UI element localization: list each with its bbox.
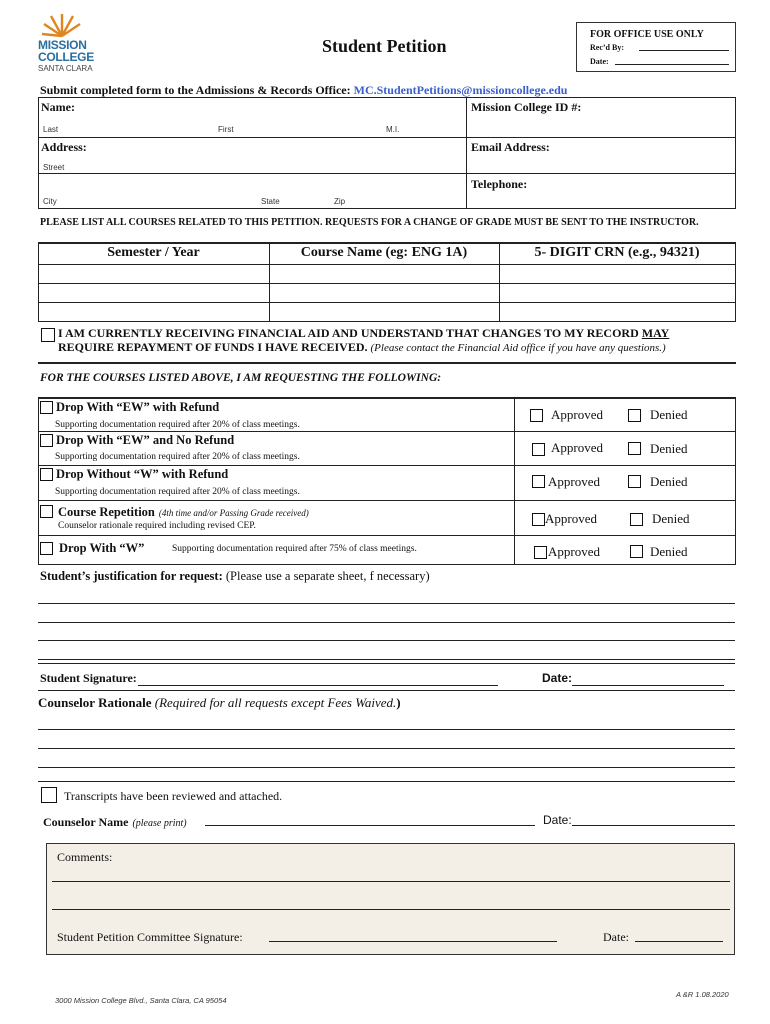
courses-instruction: PLEASE LIST ALL COURSES RELATED TO THIS PETITION. REQUESTS FOR A CHANGE OF GRADE MUST BE SENT TO THE INSTRUCTOR.: [40, 217, 699, 228]
course-repetition-checkbox[interactable]: [40, 505, 53, 518]
student-signature-input[interactable]: [138, 670, 498, 686]
col-course-header: Course Name (eg: ENG 1A): [300, 245, 468, 260]
col-crn-header: 5- DIGIT CRN (e.g., 94321): [534, 245, 700, 260]
requests-table: [38, 397, 736, 565]
street-input[interactable]: [98, 139, 458, 159]
counselor-rationale-note-end: ): [396, 695, 401, 710]
denied-label: Denied: [650, 544, 688, 559]
drop-without-w-approved-checkbox[interactable]: [532, 475, 545, 488]
committee-date-input[interactable]: [635, 926, 723, 942]
rationale-line-3[interactable]: [38, 754, 735, 768]
financial-aid-line-1: [58, 326, 669, 341]
course-row-2-name[interactable]: [271, 284, 498, 301]
drop-ew-no-refund-checkbox[interactable]: [40, 434, 53, 447]
section-divider: [38, 362, 736, 364]
transcripts-label: Transcripts have been reviewed and attached.: [64, 789, 283, 803]
committee-signature-input[interactable]: [269, 926, 557, 942]
justification-heading: [40, 569, 430, 584]
drop-without-w-denied-checkbox[interactable]: [628, 475, 641, 488]
city-caption: City: [43, 197, 57, 206]
last-caption: Last: [43, 125, 59, 134]
office-use-title: FOR OFFICE USE ONLY: [590, 29, 704, 40]
rationale-line-4[interactable]: [38, 770, 735, 782]
course-repetition-title-wrap: [58, 503, 309, 521]
logo-line-2: COLLEGE: [38, 50, 94, 64]
counselor-name-heading: [43, 813, 187, 831]
justification-divider: [38, 663, 735, 664]
counselor-name-note: (please print): [132, 818, 187, 829]
transcripts-checkbox[interactable]: [41, 787, 57, 803]
counselor-name-input[interactable]: [205, 810, 535, 826]
approved-label: Approved: [545, 511, 597, 526]
drop-without-w-checkbox[interactable]: [40, 468, 53, 481]
course-repetition-approved-checkbox[interactable]: [532, 513, 545, 526]
approved-label: Approved: [548, 474, 600, 489]
name-input[interactable]: [78, 99, 458, 121]
office-use-box: [576, 22, 736, 72]
address-label: Address:: [41, 140, 87, 154]
justification-line-4[interactable]: [38, 646, 735, 660]
approved-label: Approved: [551, 407, 603, 422]
zip-caption: Zip: [334, 197, 346, 206]
financial-aid-text: I AM CURRENTLY RECEIVING FINANCIAL AID AND UNDERSTAND THAT CHANGES TO MY RECORD: [58, 326, 639, 340]
course-row-3-crn[interactable]: [501, 303, 734, 320]
course-repetition-note: Counselor rationale required including revised CEP.: [58, 521, 256, 531]
drop-ew-refund-title: Drop With “EW” with Refund: [56, 400, 220, 414]
denied-label: Denied: [650, 407, 688, 422]
comments-line-1[interactable]: [52, 852, 730, 882]
city-state-zip-input[interactable]: [43, 177, 458, 195]
course-row-2-semester[interactable]: [40, 284, 268, 301]
logo-line-1: MISSION: [38, 38, 87, 52]
committee-date-label: Date:: [603, 930, 629, 944]
justification-line-2[interactable]: [38, 609, 735, 623]
student-date-label: Date:: [542, 671, 573, 685]
comments-line-2[interactable]: [52, 886, 730, 910]
office-recd-label: Rec’d By:: [590, 43, 624, 52]
college-logo: [38, 12, 98, 78]
drop-ew-refund-checkbox[interactable]: [40, 401, 53, 414]
counselor-name-label: Counselor Name: [43, 815, 129, 829]
drop-ew-no-refund-denied-checkbox[interactable]: [628, 442, 641, 455]
course-row-2-crn[interactable]: [501, 284, 734, 301]
financial-aid-note: (Please contact the Financial Aid office if you have any questions.): [370, 342, 666, 354]
office-date-label: Date:: [590, 57, 609, 66]
drop-ew-no-refund-note: Supporting documentation required after 20% of class meetings.: [55, 452, 300, 462]
drop-with-w-note: Supporting documentation required after 75% of class meetings.: [172, 544, 417, 554]
justification-line-3[interactable]: [38, 627, 735, 641]
college-id-label: Mission College ID #:: [471, 100, 582, 114]
email-input[interactable]: [558, 139, 728, 169]
sun-logo-icon: [42, 12, 82, 38]
rationale-line-1[interactable]: [38, 716, 735, 730]
financial-aid-may: MAY: [641, 326, 670, 340]
counselor-rationale-label: Counselor Rationale: [38, 695, 152, 710]
office-date-line[interactable]: [615, 64, 729, 65]
drop-without-w-title: Drop Without “W” with Refund: [56, 467, 229, 481]
student-date-input[interactable]: [572, 670, 724, 686]
justification-line-1[interactable]: [38, 590, 735, 604]
mi-caption: M.I.: [386, 125, 400, 134]
course-row-1-semester[interactable]: [40, 265, 268, 282]
drop-with-w-checkbox[interactable]: [40, 542, 53, 555]
counselor-rationale-heading: [38, 695, 401, 711]
telephone-input[interactable]: [538, 176, 728, 204]
drop-ew-refund-approved-checkbox[interactable]: [530, 409, 543, 422]
submit-label: Submit completed form to the Admissions & Records Office:: [40, 83, 351, 97]
footer-form-code: A &R 1.08.2020: [676, 990, 729, 999]
college-id-input[interactable]: [598, 99, 728, 129]
denied-label: Denied: [650, 474, 688, 489]
col-semester-header: Semester / Year: [107, 245, 200, 260]
email-label: Email Address:: [471, 140, 550, 154]
rationale-line-2[interactable]: [38, 735, 735, 749]
justification-label: Student’s justification for request:: [40, 569, 223, 583]
approved-label: Approved: [548, 544, 600, 559]
justification-note: (Please use a separate sheet, f necessary): [225, 569, 430, 583]
course-row-1-name[interactable]: [271, 265, 498, 282]
submit-email-link[interactable]: MC.StudentPetitions@missioncollege.edu: [353, 83, 568, 97]
financial-aid-line-2: [58, 340, 666, 355]
office-recd-line[interactable]: [639, 50, 729, 51]
course-row-3-semester[interactable]: [40, 303, 268, 320]
drop-ew-no-refund-approved-checkbox[interactable]: [532, 443, 545, 456]
course-repetition-title: Course Repetition: [58, 505, 155, 519]
student-signature-label: Student Signature:: [40, 671, 137, 685]
denied-label: Denied: [650, 441, 688, 456]
drop-with-w-approved-checkbox[interactable]: [534, 546, 547, 559]
approved-label: Approved: [551, 440, 603, 455]
submit-instructions: [40, 83, 567, 98]
telephone-label: Telephone:: [471, 177, 528, 191]
drop-ew-no-refund-title: Drop With “EW” and No Refund: [56, 433, 235, 447]
committee-box: [46, 843, 735, 955]
counselor-date-input[interactable]: [572, 810, 735, 826]
financial-aid-checkbox[interactable]: [41, 328, 55, 342]
signature-divider: [38, 690, 735, 691]
counselor-date-label: Date:: [543, 813, 572, 827]
drop-ew-refund-denied-checkbox[interactable]: [628, 409, 641, 422]
student-info-section: [38, 97, 736, 209]
street-caption: Street: [43, 163, 65, 172]
drop-ew-refund-note: Supporting documentation required after 20% of class meetings.: [55, 420, 300, 430]
comments-label: Comments:: [57, 850, 113, 864]
courses-table: [38, 242, 736, 322]
requests-heading: FOR THE COURSES LISTED ABOVE, I AM REQUESTING THE FOLLOWING:: [40, 372, 442, 384]
state-caption: State: [261, 197, 280, 206]
name-label: Name:: [41, 100, 75, 114]
course-repetition-denied-checkbox[interactable]: [630, 513, 643, 526]
course-row-3-name[interactable]: [271, 303, 498, 320]
first-caption: First: [218, 125, 234, 134]
course-row-1-crn[interactable]: [501, 265, 734, 282]
logo-line-3: SANTA CLARA: [38, 64, 93, 73]
drop-with-w-title: Drop With “W”: [59, 541, 145, 555]
course-repetition-title-note: (4th time and/or Passing Grade received): [158, 508, 309, 518]
counselor-rationale-note: (Required for all requests except Fees Waived.: [154, 695, 397, 710]
drop-without-w-note: Supporting documentation required after 20% of class meetings.: [55, 487, 300, 497]
committee-signature-label: Student Petition Committee Signature:: [57, 930, 243, 944]
footer-address: 3000 Mission College Blvd., Santa Clara, CA 95054: [55, 996, 227, 1005]
drop-with-w-denied-checkbox[interactable]: [630, 545, 643, 558]
financial-aid-repay-text: REQUIRE REPAYMENT OF FUNDS I HAVE RECEIVED.: [58, 340, 368, 354]
denied-label: Denied: [652, 511, 690, 526]
page-title: Student Petition: [322, 36, 447, 56]
